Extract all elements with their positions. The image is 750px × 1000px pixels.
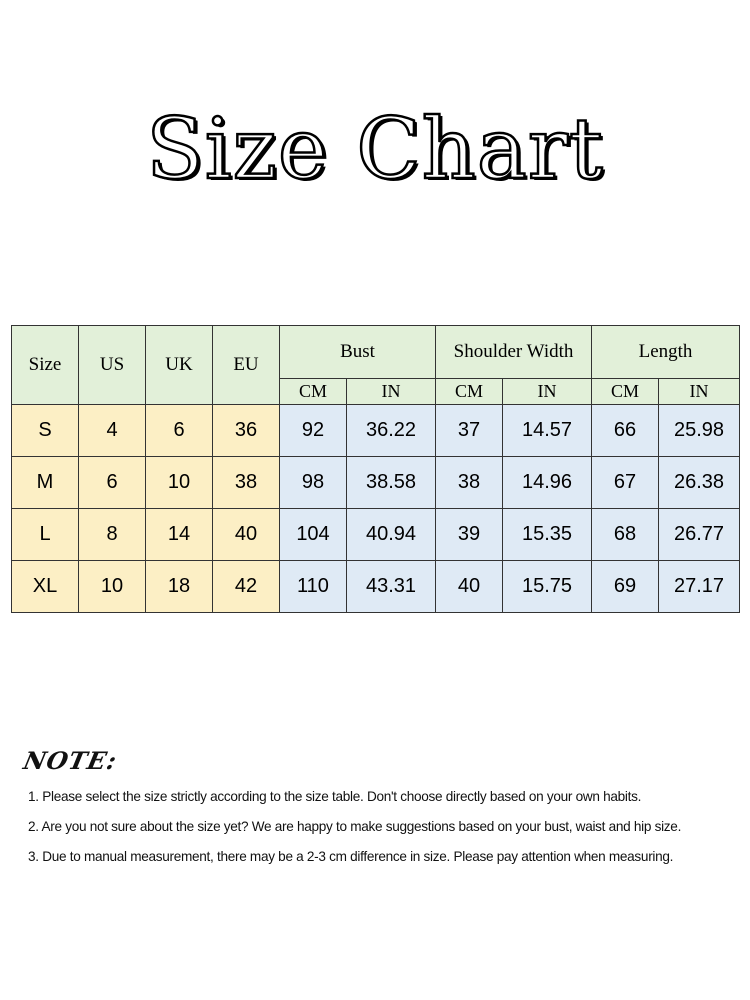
cell-shoulder-in: 15.35 [503, 509, 592, 561]
page-title: Size Chart [146, 100, 604, 198]
cell-length-in: 27.17 [659, 561, 740, 613]
cell-length-in: 26.38 [659, 457, 740, 509]
cell-length-cm: 69 [592, 561, 659, 613]
cell-shoulder-in: 15.75 [503, 561, 592, 613]
cell-uk: 6 [146, 405, 213, 457]
cell-us: 8 [79, 509, 146, 561]
cell-bust-cm: 104 [280, 509, 347, 561]
cell-uk: 18 [146, 561, 213, 613]
cell-size: S [12, 405, 79, 457]
cell-eu: 42 [213, 561, 280, 613]
cell-us: 10 [79, 561, 146, 613]
cell-shoulder-in: 14.96 [503, 457, 592, 509]
cell-length-in: 26.77 [659, 509, 740, 561]
cell-bust-cm: 92 [280, 405, 347, 457]
cell-length-cm: 67 [592, 457, 659, 509]
header-uk: UK [146, 326, 213, 405]
cell-bust-cm: 98 [280, 457, 347, 509]
cell-us: 6 [79, 457, 146, 509]
cell-bust-in: 43.31 [347, 561, 436, 613]
header-eu: EU [213, 326, 280, 405]
cell-eu: 40 [213, 509, 280, 561]
table-row [12, 561, 740, 613]
unit-length-in: IN [659, 379, 740, 405]
cell-bust-cm: 110 [280, 561, 347, 613]
note-list [28, 789, 750, 879]
note-heading: NOTE: [20, 746, 120, 775]
header-shoulder-width: Shoulder Width [436, 326, 592, 379]
cell-shoulder-in: 14.57 [503, 405, 592, 457]
cell-eu: 36 [213, 405, 280, 457]
cell-size: M [12, 457, 79, 509]
cell-eu: 38 [213, 457, 280, 509]
unit-length-cm: CM [592, 379, 659, 405]
note-item: 1. Please select the size strictly according to the size table. Don't choose directly based on your own habits. [28, 789, 642, 804]
unit-bust-cm: CM [280, 379, 347, 405]
cell-uk: 10 [146, 457, 213, 509]
cell-bust-in: 40.94 [347, 509, 436, 561]
cell-shoulder-cm: 39 [436, 509, 503, 561]
header-us: US [79, 326, 146, 405]
cell-uk: 14 [146, 509, 213, 561]
cell-shoulder-cm: 37 [436, 405, 503, 457]
table-row [12, 405, 740, 457]
unit-bust-in: IN [347, 379, 436, 405]
unit-shoulder-in: IN [503, 379, 592, 405]
note-item: 2. Are you not sure about the size yet? We are happy to make suggestions based on your bust, waist and hip size. [28, 819, 682, 834]
note-item: 3. Due to manual measurement, there may be a 2-3 cm difference in size. Please pay attention when measuring. [28, 849, 674, 864]
cell-bust-in: 36.22 [347, 405, 436, 457]
cell-length-cm: 68 [592, 509, 659, 561]
cell-bust-in: 38.58 [347, 457, 436, 509]
cell-shoulder-cm: 38 [436, 457, 503, 509]
cell-length-cm: 66 [592, 405, 659, 457]
header-bust: Bust [280, 326, 436, 379]
size-chart-table [11, 325, 740, 613]
cell-shoulder-cm: 40 [436, 561, 503, 613]
cell-size: L [12, 509, 79, 561]
header-row [12, 326, 740, 379]
table-row [12, 457, 740, 509]
header-length: Length [592, 326, 740, 379]
table-row [12, 509, 740, 561]
cell-length-in: 25.98 [659, 405, 740, 457]
size-chart-body [12, 326, 740, 613]
unit-shoulder-cm: CM [436, 379, 503, 405]
cell-us: 4 [79, 405, 146, 457]
header-size: Size [12, 326, 79, 405]
cell-size: XL [12, 561, 79, 613]
